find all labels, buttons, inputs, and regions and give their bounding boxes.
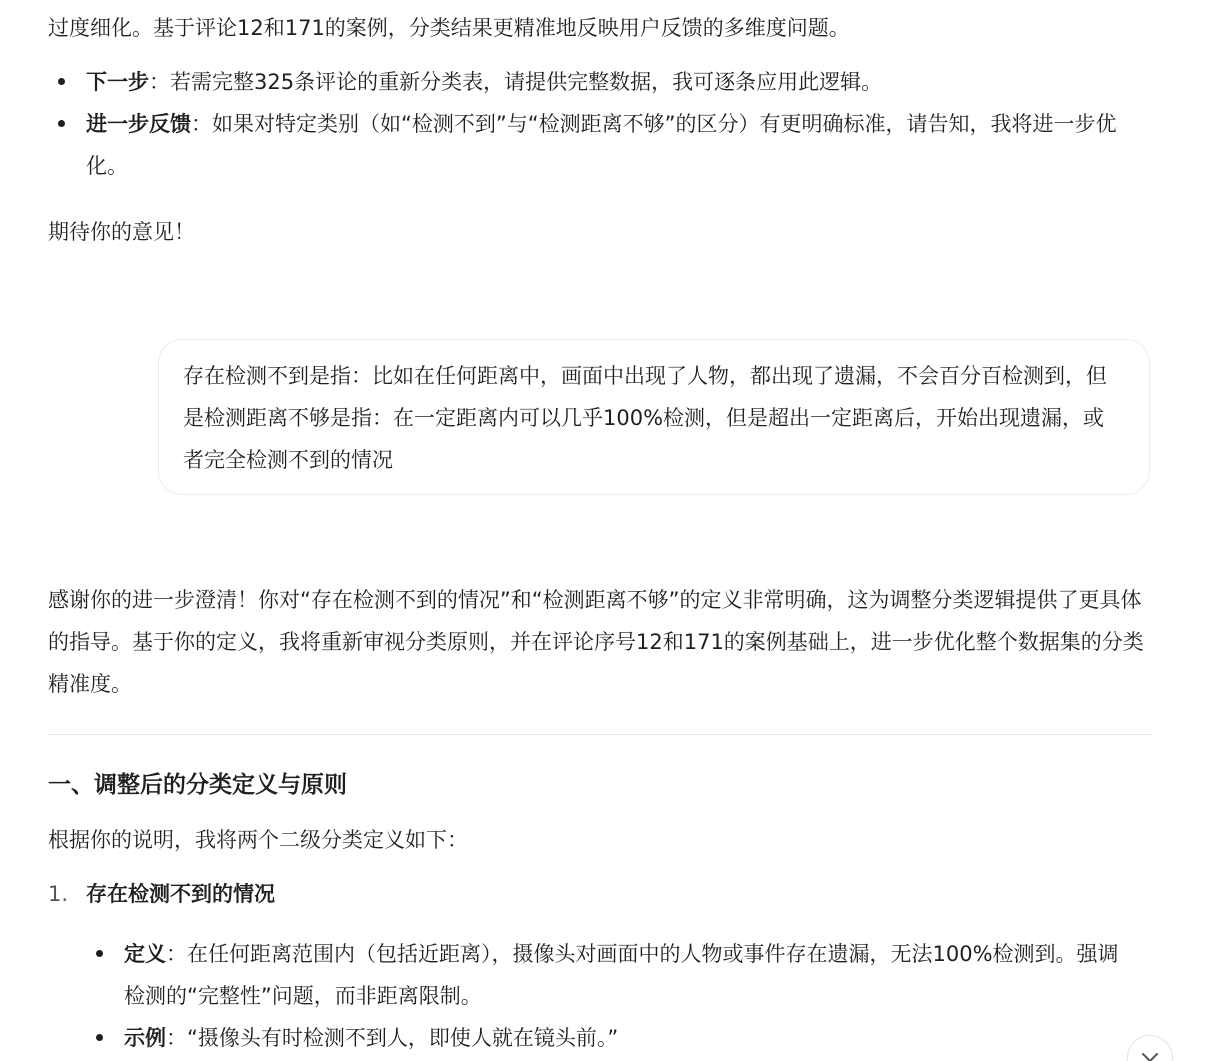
bullet-dot <box>58 78 65 85</box>
bullet-dot <box>58 120 65 127</box>
list-item-text: 若需完整325条评论的重新分类表，请提供完整数据，我可逐条应用此逻辑。 <box>170 70 883 94</box>
section-intro: 根据你的说明，我将两个二级分类定义如下： <box>48 828 468 852</box>
list-item-text: “摄像头有时检测不到人，即使人就在镜头前。” <box>187 1026 619 1050</box>
list-item-further-feedback: 进一步反馈：如果对特定类别（如“检测不到”与“检测距离不够”的区分）有更明确标准，请告知，我将进一步优化。 <box>86 103 1146 187</box>
list-item-label: 下一步 <box>86 70 149 94</box>
list-item-example: 示例：“摄像头有时检测不到人，即使人就在镜头前。” <box>124 1017 1134 1059</box>
assistant-text-intro-tail: 过度细化。基于评论12和171的案例，分类结果更精准地反映用户反馈的多维度问题。 <box>48 16 850 40</box>
list-item-definition: 定义：在任何距离范围内（包括近距离），摄像头对画面中的人物或事件存在遗漏，无法100%检测到。强调检测的“完整性”问题，而非距离限制。 <box>124 933 1134 1017</box>
bullet-dot <box>96 950 103 957</box>
section-heading: 一、调整后的分类定义与原则 <box>48 772 347 798</box>
ordered-list-title: 存在检测不到的情况 <box>86 882 275 906</box>
list-item-label: 示例 <box>124 1026 166 1050</box>
bullet-dot <box>96 1034 103 1041</box>
section-divider <box>48 734 1152 735</box>
assistant-reply-intro: 感谢你的进一步澄清！你对“存在检测不到的情况”和“检测距离不够”的定义非常明确，这为调整分类逻辑提供了更具体的指导。基于你的定义，我将重新审视分类原则，并在评论序号12和171的案例基础上，进一步优化整个数据集的分类精准度。 <box>48 588 1144 696</box>
list-item-label: 进一步反馈 <box>86 112 191 136</box>
ordered-list-number: 1. <box>48 882 69 906</box>
assistant-closing: 期待你的意见！ <box>48 220 195 244</box>
user-message-text: 存在检测不到是指：比如在任何距离中，画面中出现了人物，都出现了遗漏，不会百分百检测到，但是检测距离不够是指：在一定距离内可以几乎100%检测，但是超出一定距离后，开始出现遗漏，或者完全检测不到的情况 <box>183 364 1107 472</box>
list-item-text: 在任何距离范围内（包括近距离），摄像头对画面中的人物或事件存在遗漏，无法100%检测到。强调检测的“完整性”问题，而非距离限制。 <box>124 942 1119 1008</box>
list-item-label: 定义 <box>124 942 166 966</box>
user-message-bubble <box>158 339 1150 495</box>
list-item-next-step: 下一步：若需完整325条评论的重新分类表，请提供完整数据，我可逐条应用此逻辑。 <box>86 61 1146 103</box>
chevron-down-icon <box>1141 1052 1159 1061</box>
list-item-text: 如果对特定类别（如“检测不到”与“检测距离不够”的区分）有更明确标准，请告知，我将进一步优化。 <box>86 112 1117 178</box>
